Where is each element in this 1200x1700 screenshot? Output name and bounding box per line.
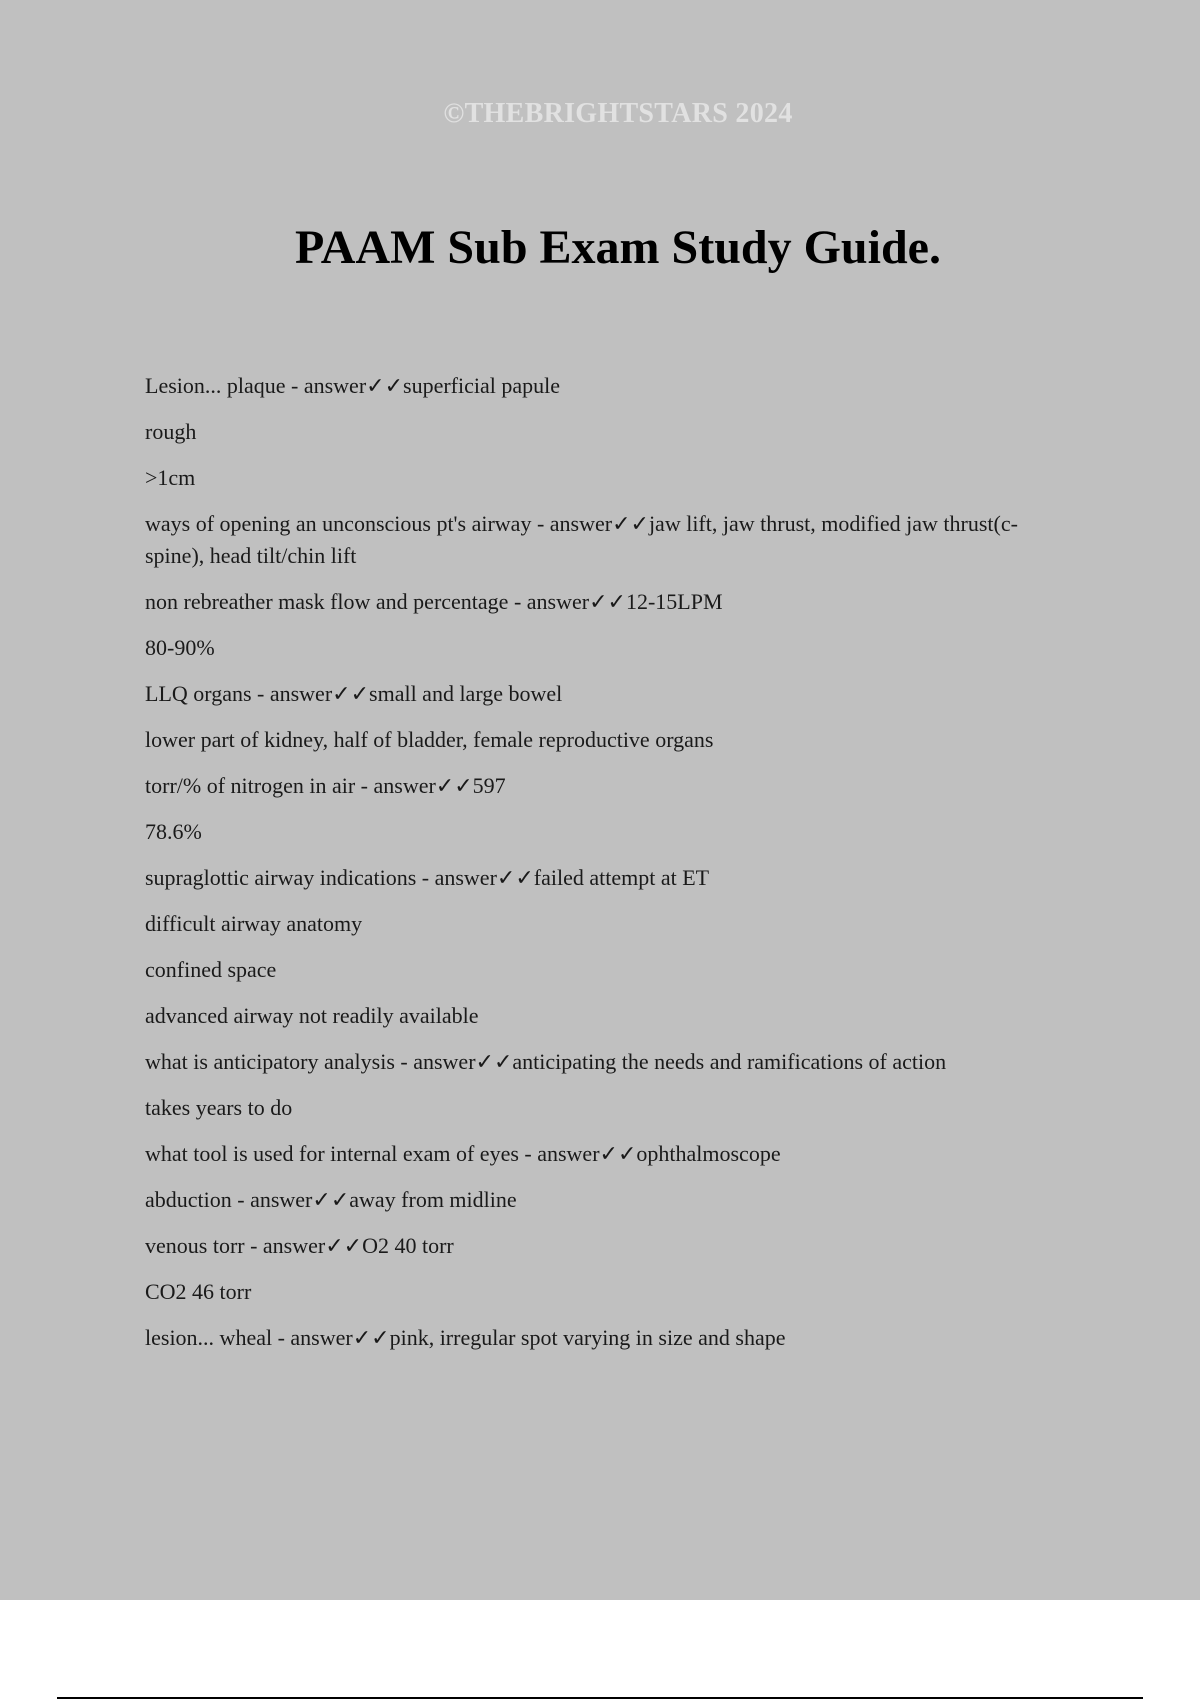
- study-line: lower part of kidney, half of bladder, female reproductive organs: [145, 727, 714, 752]
- study-guide-content: [145, 370, 1045, 1368]
- study-line: ways of opening an unconscious pt's airway - answer✓✓jaw lift, jaw thrust, modified jaw thrust(c-spine), head tilt/chin lift: [145, 511, 1018, 568]
- study-line: 80-90%: [145, 635, 215, 660]
- study-line: LLQ organs - answer✓✓small and large bowel: [145, 681, 563, 706]
- study-line: difficult airway anatomy: [145, 911, 363, 936]
- study-line: confined space: [145, 957, 277, 982]
- study-line: rough: [145, 419, 197, 444]
- study-line: takes years to do: [145, 1095, 293, 1120]
- study-line: torr/% of nitrogen in air - answer✓✓597: [145, 773, 506, 798]
- study-line: non rebreather mask flow and percentage - answer✓✓12-15LPM: [145, 589, 723, 614]
- study-line: what is anticipatory analysis - answer✓✓anticipating the needs and ramifications of action: [145, 1049, 947, 1074]
- study-line: 78.6%: [145, 819, 202, 844]
- page-title: PAAM Sub Exam Study Guide.: [295, 221, 941, 274]
- study-line: venous torr - answer✓✓O2 40 torr: [145, 1233, 454, 1258]
- footer-divider: [57, 1697, 1143, 1699]
- study-line: advanced airway not readily available: [145, 1003, 479, 1028]
- study-line: supraglottic airway indications - answer✓✓failed attempt at ET: [145, 865, 710, 890]
- study-line: Lesion... plaque - answer✓✓superficial papule: [145, 373, 561, 398]
- study-line: abduction - answer✓✓away from midline: [145, 1187, 517, 1212]
- watermark: ©THEBRIGHTSTARS 2024: [443, 98, 793, 129]
- study-line: CO2 46 torr: [145, 1279, 252, 1304]
- study-line: >1cm: [145, 465, 196, 490]
- study-line: lesion... wheal - answer✓✓pink, irregular spot varying in size and shape: [145, 1325, 786, 1350]
- study-line: what tool is used for internal exam of eyes - answer✓✓ophthalmoscope: [145, 1141, 781, 1166]
